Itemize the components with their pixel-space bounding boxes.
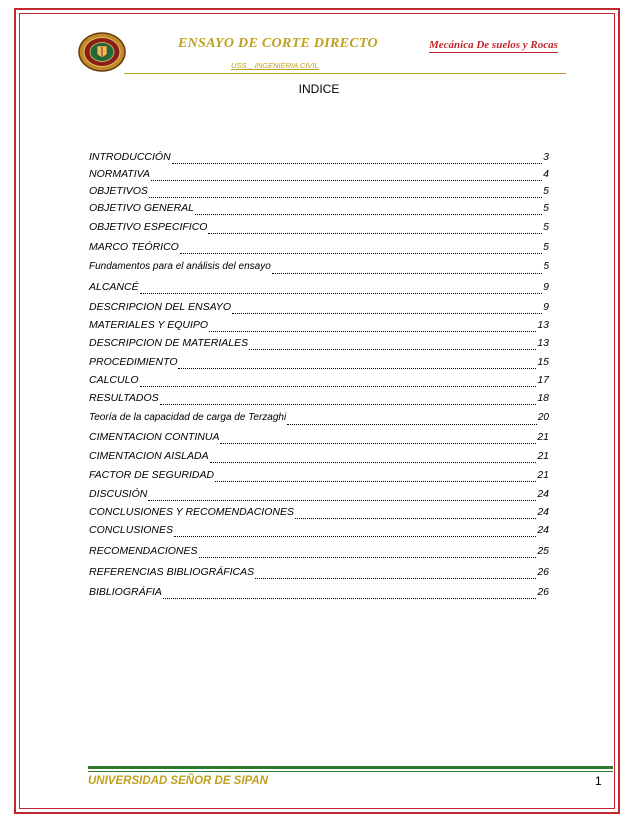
index-title: INDICE [298,82,340,96]
toc-dot-leader [272,273,543,274]
toc-dot-leader [220,443,536,444]
toc-dot-leader [208,233,542,234]
toc-entry-page: 26 [537,586,549,598]
header-subtitle: USS _ INGENIERIA CIVIL [231,61,319,70]
toc-entry[interactable] [89,431,549,447]
page-header [78,28,568,76]
university-seal-icon [78,32,126,72]
toc-entry[interactable] [89,524,549,540]
toc-entry[interactable] [89,319,549,335]
toc-entry[interactable] [89,566,549,582]
toc-entry-page: 24 [537,488,549,500]
toc-dot-leader [255,578,536,579]
toc-entry-page: 21 [537,450,549,462]
toc-entry-page: 24 [537,524,549,536]
toc-entry-label: Teoría de la capacidad de carga de Terzaghi [89,412,287,423]
toc-entry-label: DESCRIPCION DEL ENSAYO [89,301,231,313]
toc-dot-leader [287,424,537,425]
toc-entry-page: 9 [543,281,549,293]
toc-entry[interactable] [89,392,549,408]
toc-entry[interactable] [89,450,549,466]
toc-entry-label: MARCO TEÓRICO [89,241,179,253]
toc-entry-page: 21 [537,469,549,481]
toc-entry-label: REFERENCIAS BIBLIOGRÁFICAS [89,566,255,578]
toc-entry-label: CONCLUSIONES [89,524,174,536]
footer-divider-thin [88,771,613,772]
toc-entry-label: CIMENTACION AISLADA [89,450,209,462]
toc-entry-page: 24 [537,506,549,518]
toc-entry-page: 25 [537,545,549,557]
toc-entry-page: 18 [537,392,549,404]
toc-entry-page: 5 [543,241,549,253]
toc-entry[interactable] [89,545,549,561]
toc-entry[interactable] [89,151,549,167]
toc-entry-page: 9 [543,301,549,313]
toc-entry-label: Fundamentos para el análisis del ensayo [89,261,271,272]
toc-entry-label: OBJETIVOS [89,185,148,197]
toc-dot-leader [172,163,542,164]
header-title: ENSAYO DE CORTE DIRECTO [178,36,378,51]
toc-entry[interactable] [89,586,549,602]
toc-entry-label: DESCRIPCION DE MATERIALES [89,337,249,349]
toc-dot-leader [295,518,536,519]
toc-entry[interactable] [89,301,549,317]
toc-entry-label: CIMENTACION CONTINUA [89,431,220,443]
footer-page-number: 1 [595,774,602,788]
toc-entry-label: NORMATIVA [89,168,151,180]
toc-dot-leader [210,462,537,463]
toc-entry-label: PROCEDIMIENTO [89,356,178,368]
toc-entry-page: 13 [537,319,549,331]
toc-entry-label: CALCULO [89,374,139,386]
toc-entry-label: RECOMENDACIONES [89,545,198,557]
toc-entry-page: 4 [543,168,549,180]
toc-entry[interactable] [89,168,549,184]
footer-divider [88,766,613,769]
toc-entry-label: CONCLUSIONES Y RECOMENDACIONES [89,506,294,518]
toc-entry[interactable] [89,185,549,201]
toc-entry-label: INTRODUCCIÓN [89,151,171,163]
toc-dot-leader [232,313,542,314]
toc-entry-page: 20 [537,412,549,423]
toc-entry-page: 15 [537,356,549,368]
toc-dot-leader [180,253,542,254]
toc-entry-page: 5 [543,261,549,272]
toc-entry[interactable] [89,506,549,522]
toc-entry-label: BIBLIOGRÁFIA [89,586,162,598]
toc-entry-label: RESULTADOS [89,392,159,404]
toc-entry[interactable] [89,221,549,237]
header-subject: Mecánica De suelos y Rocas [429,39,558,51]
footer-university: UNIVERSIDAD SEÑOR DE SIPAN [88,775,268,787]
toc-dot-leader [163,598,536,599]
toc-entry[interactable] [89,202,549,218]
toc-entry-page: 5 [543,202,549,214]
toc-dot-leader [151,180,542,181]
toc-dot-leader [199,557,537,558]
toc-entry-label: FACTOR DE SEGURIDAD [89,469,215,481]
toc-entry-label: ALCANCÉ [89,281,139,293]
toc-entry[interactable] [89,469,549,485]
toc-dot-leader [249,349,536,350]
toc-entry[interactable] [89,356,549,372]
toc-entry-page: 5 [543,185,549,197]
toc-dot-leader [148,500,536,501]
toc-dot-leader [174,536,536,537]
page-border-inner [19,13,615,809]
toc-dot-leader [149,197,542,198]
toc-entry-page: 3 [543,151,549,163]
toc-dot-leader [178,368,536,369]
toc-entry[interactable] [89,281,549,297]
toc-entry-label: MATERIALES Y EQUIPO [89,319,209,331]
toc-entry[interactable] [89,488,549,504]
header-divider [124,73,566,74]
toc-entry-page: 13 [537,337,549,349]
toc-entry-page: 26 [537,566,549,578]
toc-entry-page: 21 [537,431,549,443]
toc-entry[interactable] [89,241,549,257]
toc-entry-label: DISCUSIÓN [89,488,148,500]
toc-dot-leader [140,386,537,387]
toc-entry[interactable] [89,374,549,390]
toc-dot-leader [140,293,543,294]
toc-entry-page: 17 [537,374,549,386]
toc-entry-label: OBJETIVO GENERAL [89,202,195,214]
toc-dot-leader [160,404,537,405]
toc-entry[interactable] [89,261,549,277]
toc-entry-label: OBJETIVO ESPECIFICO [89,221,208,233]
toc-entry-page: 5 [543,221,549,233]
toc-entry[interactable] [89,412,549,428]
toc-dot-leader [209,331,536,332]
toc-entry[interactable] [89,337,549,353]
toc-dot-leader [215,481,536,482]
toc-dot-leader [195,214,542,215]
